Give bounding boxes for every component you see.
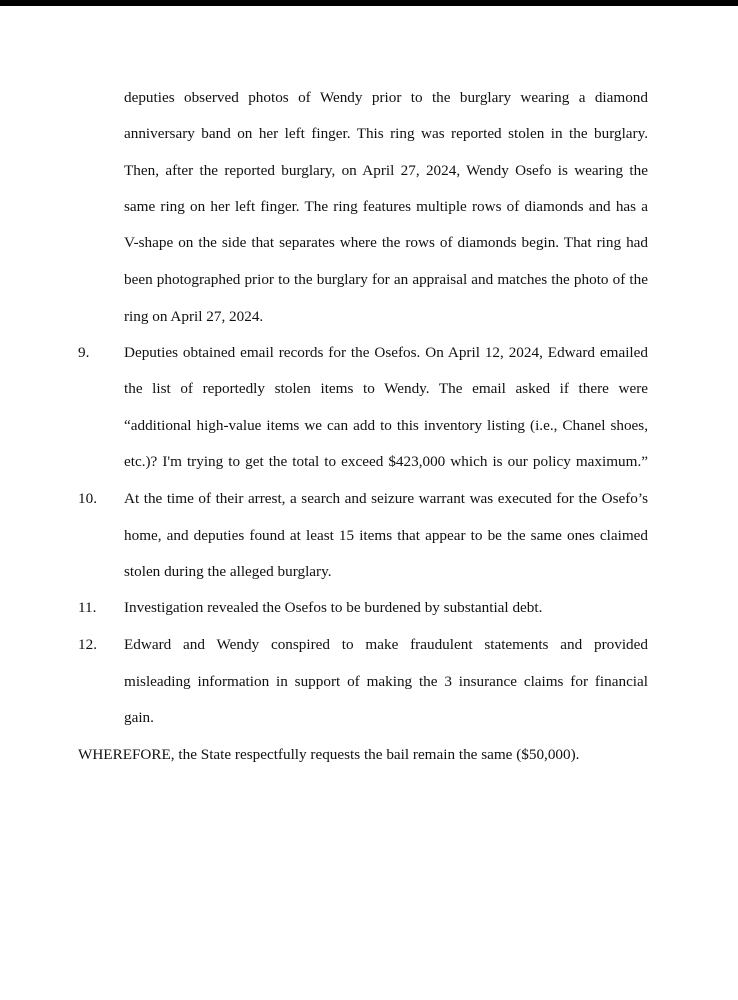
- paragraph-line: home, and deputies found at least 15 items that appear to be the same ones claimed: [124, 527, 648, 544]
- paragraph-line: At the time of their arrest, a search and seizure warrant was executed for the Osefo’s: [124, 490, 648, 507]
- paragraph-line: same ring on her left finger. The ring features multiple rows of diamonds and has a: [124, 198, 648, 215]
- paragraph-line: Deputies obtained email records for the Osefos. On April 12, 2024, Edward emailed: [124, 344, 648, 361]
- top-border: [0, 0, 738, 6]
- paragraph-line: Investigation revealed the Osefos to be burdened by substantial debt.: [124, 599, 543, 616]
- paragraph-number: 9.: [78, 344, 90, 361]
- paragraph-number: 11.: [78, 599, 97, 616]
- paragraph-line: stolen during the alleged burglary.: [124, 563, 332, 580]
- paragraph-line: etc.)? I'm trying to get the total to exceed $423,000 which is our policy maximum.”: [124, 453, 648, 470]
- paragraph-line: Edward and Wendy conspired to make fraudulent statements and provided: [124, 636, 648, 653]
- paragraph-line: the list of reportedly stolen items to Wendy. The email asked if there were: [124, 380, 648, 397]
- paragraph-number: 12.: [78, 636, 97, 653]
- paragraph-line: misleading information in support of making the 3 insurance claims for financial: [124, 673, 648, 690]
- wherefore-clause: WHEREFORE, the State respectfully requests the bail remain the same ($50,000).: [78, 746, 580, 763]
- paragraph-number: 10.: [78, 490, 97, 507]
- paragraph-line: V-shape on the side that separates where the rows of diamonds begin. That ring had: [124, 234, 648, 251]
- paragraph-line: “additional high-value items we can add to this inventory listing (i.e., Chanel shoes,: [124, 417, 648, 434]
- paragraph-line: been photographed prior to the burglary for an appraisal and matches the photo of the: [124, 271, 648, 288]
- paragraph-line: deputies observed photos of Wendy prior to the burglary wearing a diamond: [124, 89, 648, 106]
- paragraph-line: gain.: [124, 709, 154, 726]
- paragraph-line: ring on April 27, 2024.: [124, 308, 264, 325]
- paragraph-line: anniversary band on her left finger. This ring was reported stolen in the burglary.: [124, 125, 648, 142]
- paragraph-line: Then, after the reported burglary, on April 27, 2024, Wendy Osefo is wearing the: [124, 162, 648, 179]
